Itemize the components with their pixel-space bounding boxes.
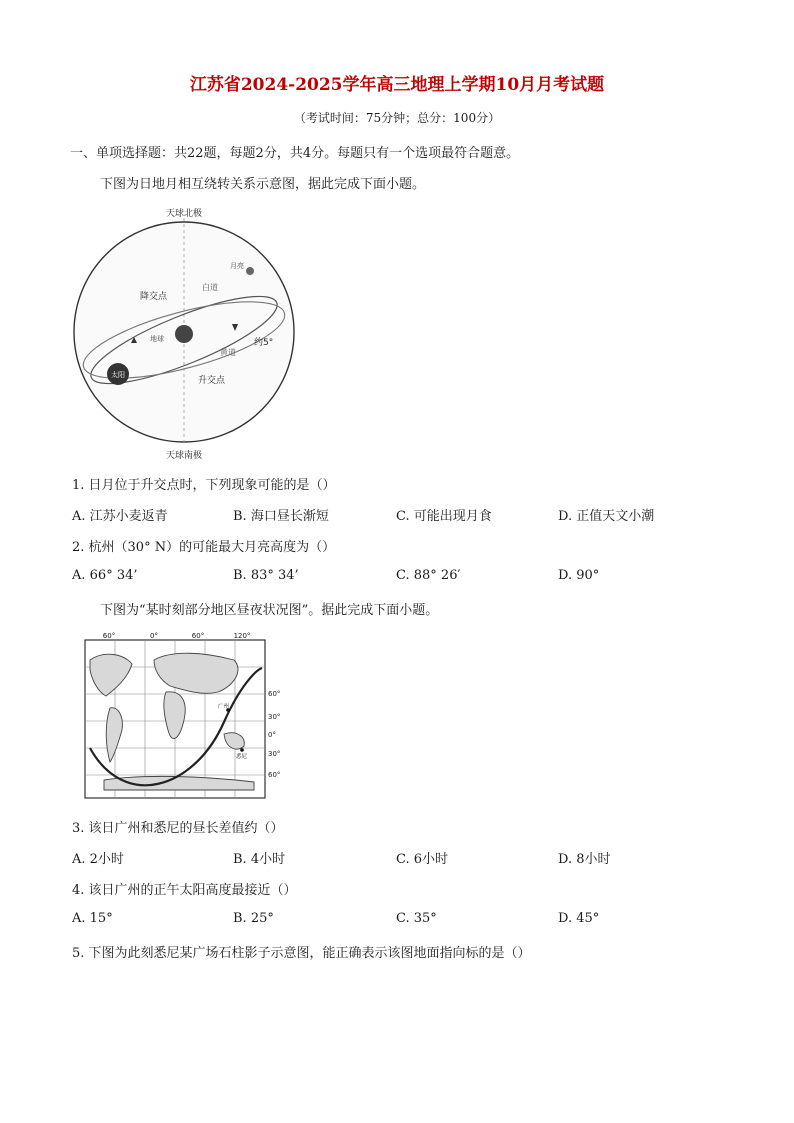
north-pole-label: 天球北极 xyxy=(165,209,203,219)
day-night-map-figure xyxy=(84,630,309,802)
question-1-stem: 1. 日月位于升交点时，下列现象可能的是（） xyxy=(72,478,336,493)
question-4-option-d[interactable]: D. 45° xyxy=(558,911,600,926)
earth-label: 地球 xyxy=(150,335,164,343)
question-4-option-a[interactable]: A. 15° xyxy=(72,911,113,926)
lat-label-4: 30° xyxy=(268,750,281,758)
question-2-option-b[interactable]: B. 83° 34’ xyxy=(233,568,299,583)
sydney-label: 悉尼 xyxy=(236,754,248,760)
inclination-label: 约5° xyxy=(254,338,274,348)
page-title: 江苏省2024-2025学年高三地理上学期10月月考试题 xyxy=(189,75,605,95)
guangzhou-label: 广州 xyxy=(218,704,230,710)
figure2-intro: 下图为“某时刻部分地区昼夜状况图”。据此完成下面小题。 xyxy=(100,603,439,618)
question-1-option-b[interactable]: B. 海口昼长渐短 xyxy=(233,509,329,524)
sun-earth-moon-figure xyxy=(72,200,302,465)
question-4-stem: 4. 该日广州的正午太阳高度最接近（） xyxy=(72,883,297,898)
question-1-option-c[interactable]: C. 可能出现月食 xyxy=(396,509,492,524)
question-3-option-d[interactable]: D. 8小时 xyxy=(558,852,611,867)
question-4-option-c[interactable]: C. 35° xyxy=(396,911,437,926)
day-night-map-svg xyxy=(84,630,309,802)
question-4-option-b[interactable]: B. 25° xyxy=(233,911,274,926)
question-1-option-d[interactable]: D. 正值天文小潮 xyxy=(558,509,655,524)
south-pole-label: 天球南极 xyxy=(165,451,203,461)
question-1-option-a[interactable]: A. 江苏小麦返青 xyxy=(72,509,168,524)
section-heading: 一、单项选择题：共22题，每题2分，共4分。每题只有一个选项最符合题意。 xyxy=(70,146,520,161)
question-2-option-a[interactable]: A. 66° 34’ xyxy=(72,568,138,583)
question-2-stem: 2. 杭州（30° N）的可能最大月亮高度为（） xyxy=(72,540,336,555)
lon-label-2: 0° xyxy=(150,632,158,640)
moon-dot xyxy=(246,267,254,275)
exam-info: （考试时间：75分钟；总分：100分） xyxy=(293,111,501,125)
question-3-stem: 3. 该日广州和悉尼的昼长差值约（） xyxy=(72,821,284,836)
sun-label: 太阳 xyxy=(111,371,125,379)
ascending-node-label: 升交点 xyxy=(198,376,226,386)
figure1-intro: 下图为日地月相互绕转关系示意图，据此完成下面小题。 xyxy=(100,177,426,192)
lat-label-1: 60° xyxy=(268,690,281,698)
moon-label: 月亮 xyxy=(230,262,244,270)
descending-node-label: 降交点 xyxy=(140,292,168,302)
question-3-option-a[interactable]: A. 2小时 xyxy=(72,852,124,867)
lat-label-3: 0° xyxy=(268,731,276,739)
sydney-marker xyxy=(240,748,244,752)
earth-globe xyxy=(175,325,193,343)
lat-label-5: 60° xyxy=(268,771,281,779)
moon-path-label: 白道 xyxy=(202,283,218,292)
question-5-stem: 5. 下图为此刻悉尼某广场石柱影子示意图，能正确表示该图地面指向标的是（） xyxy=(72,946,531,961)
lon-label-3: 60° xyxy=(191,632,205,640)
question-2-option-d[interactable]: D. 90° xyxy=(558,568,600,583)
sun-earth-moon-svg xyxy=(72,200,302,465)
question-2-option-c[interactable]: C. 88° 26′ xyxy=(396,568,461,583)
ecliptic-label: 黄道 xyxy=(220,348,236,357)
question-3-option-b[interactable]: B. 4小时 xyxy=(233,852,286,867)
lat-label-2: 30° xyxy=(268,713,281,721)
lon-label-1: 60° xyxy=(102,632,116,640)
question-3-option-c[interactable]: C. 6小时 xyxy=(396,852,449,867)
lon-label-4: 120° xyxy=(233,632,251,640)
